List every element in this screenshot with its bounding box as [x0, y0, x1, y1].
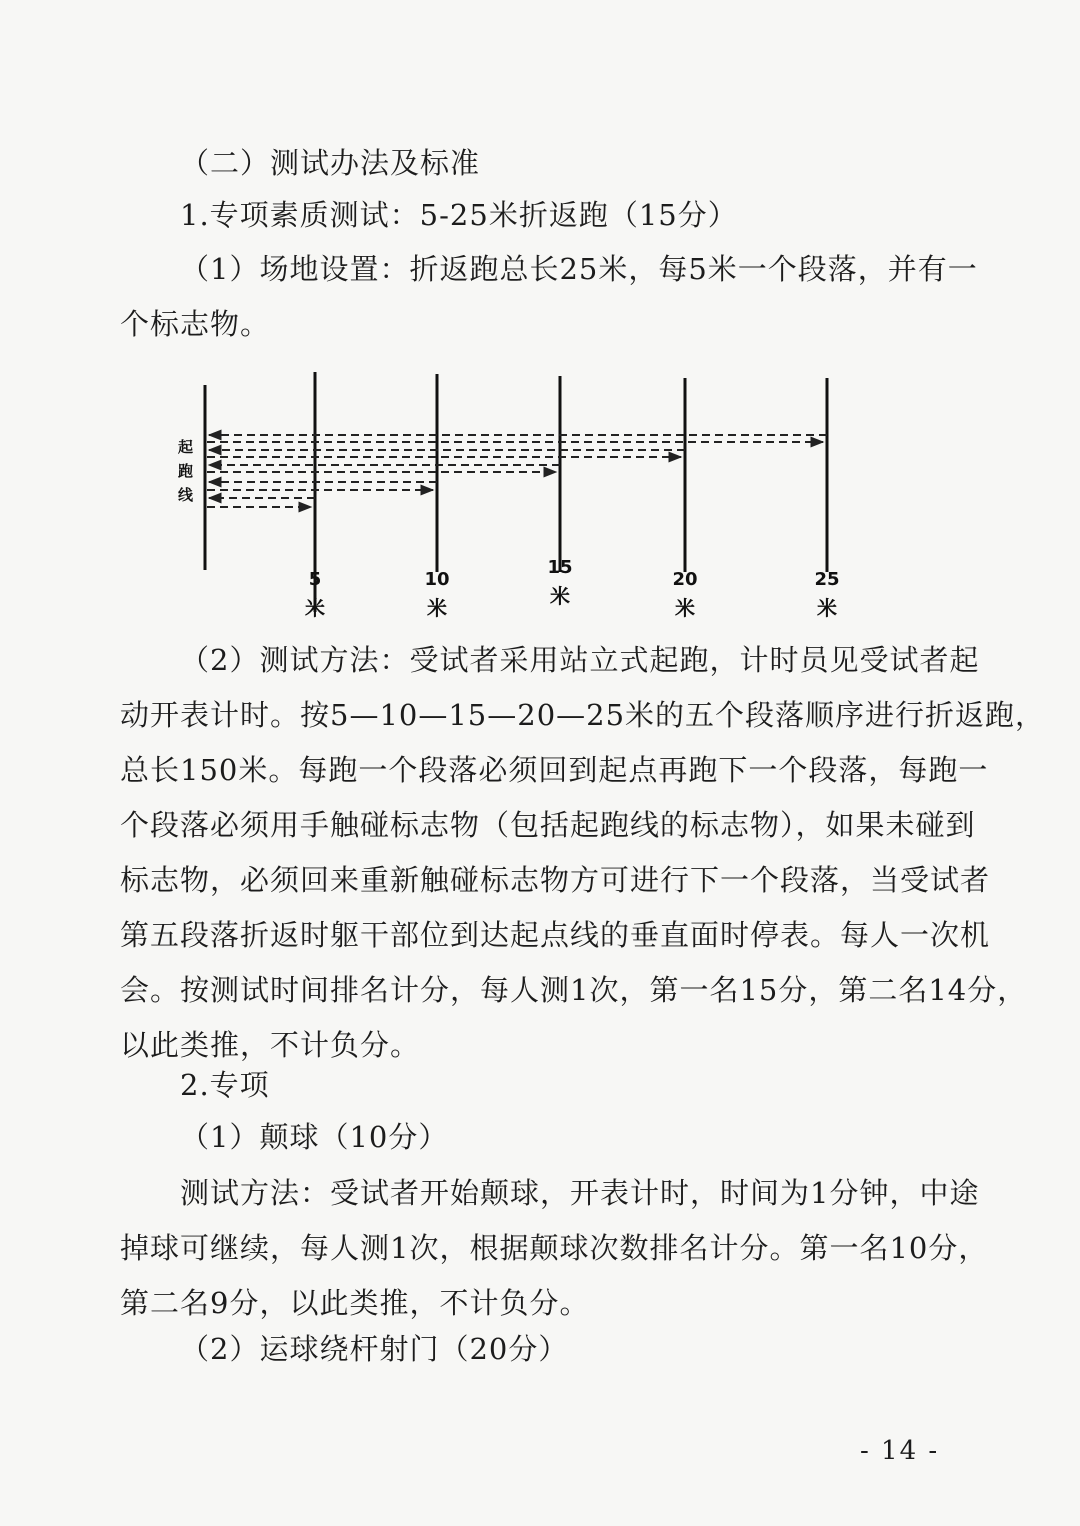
item2-sub2-title: （2）运球绕杆射门（20分）	[180, 1332, 569, 1366]
start-line-label-2: 跑	[178, 462, 194, 480]
page-number: - 14 -	[860, 1436, 940, 1466]
shuttle-run-diagram	[150, 360, 890, 630]
item1-title: 1.专项素质测试：5-25米折返跑（15分）	[180, 198, 738, 232]
text-line: 第五段落折返时躯干部位到达起点线的垂直面时停表。每人一次机	[120, 918, 991, 952]
marker-unit-5: 米	[305, 596, 325, 620]
text-line: 总长150米。每跑一个段落必须回到起点再跑下一个段落，每跑一	[120, 753, 989, 787]
item2-sub1-title: （1）颠球（10分）	[180, 1120, 449, 1154]
section-title: （二）测试办法及标准	[180, 146, 481, 180]
text-line: 标志物，必须回来重新触碰标志物方可进行下一个段落，当受试者	[120, 863, 991, 897]
text-line: （2）测试方法：受试者采用站立式起跑，计时员见受试者起	[180, 643, 980, 677]
item1-sub1-paragraph	[120, 242, 978, 352]
text-line: 掉球可继续，每人测1次，根据颠球次数排名计分。第一名10分，	[120, 1231, 989, 1265]
marker-label-25: 25	[814, 569, 840, 590]
marker-label-5: 5	[308, 569, 322, 590]
marker-label-10: 10	[424, 569, 450, 590]
text-line: 测试方法：受试者开始颠球，开表计时，时间为1分钟，中途	[180, 1176, 980, 1210]
marker-unit-15: 米	[550, 584, 570, 608]
text-line: 以此类推，不计负分。	[120, 1028, 421, 1062]
text-line: 会。按测试时间排名计分，每人测1次，第一名15分，第二名14分，	[120, 973, 1028, 1007]
text-line: 个段落必须用手触碰标志物（包括起跑线的标志物），如果未碰到	[120, 808, 976, 842]
text-line: 个标志物。	[120, 307, 271, 341]
marker-unit-20: 米	[675, 596, 695, 620]
text-line: 动开表计时。按5—10—15—20—25米的五个段落顺序进行折返跑，	[120, 698, 1046, 732]
marker-label-20: 20	[672, 569, 698, 590]
item1-sub2-paragraph	[120, 633, 1046, 1073]
item2-title: 2.专项	[180, 1068, 270, 1102]
marker-unit-25: 米	[817, 596, 837, 620]
marker-label-15: 15	[547, 557, 573, 578]
marker-unit-10: 米	[427, 596, 447, 620]
text-line: 第二名9分，以此类推，不计负分。	[120, 1286, 590, 1320]
text-line: （1）场地设置：折返跑总长25米，每5米一个段落，并有一	[180, 252, 978, 286]
item2-sub1-paragraph	[120, 1166, 989, 1331]
start-line-label-1: 起	[178, 438, 194, 456]
start-line-label-3: 线	[178, 486, 194, 504]
